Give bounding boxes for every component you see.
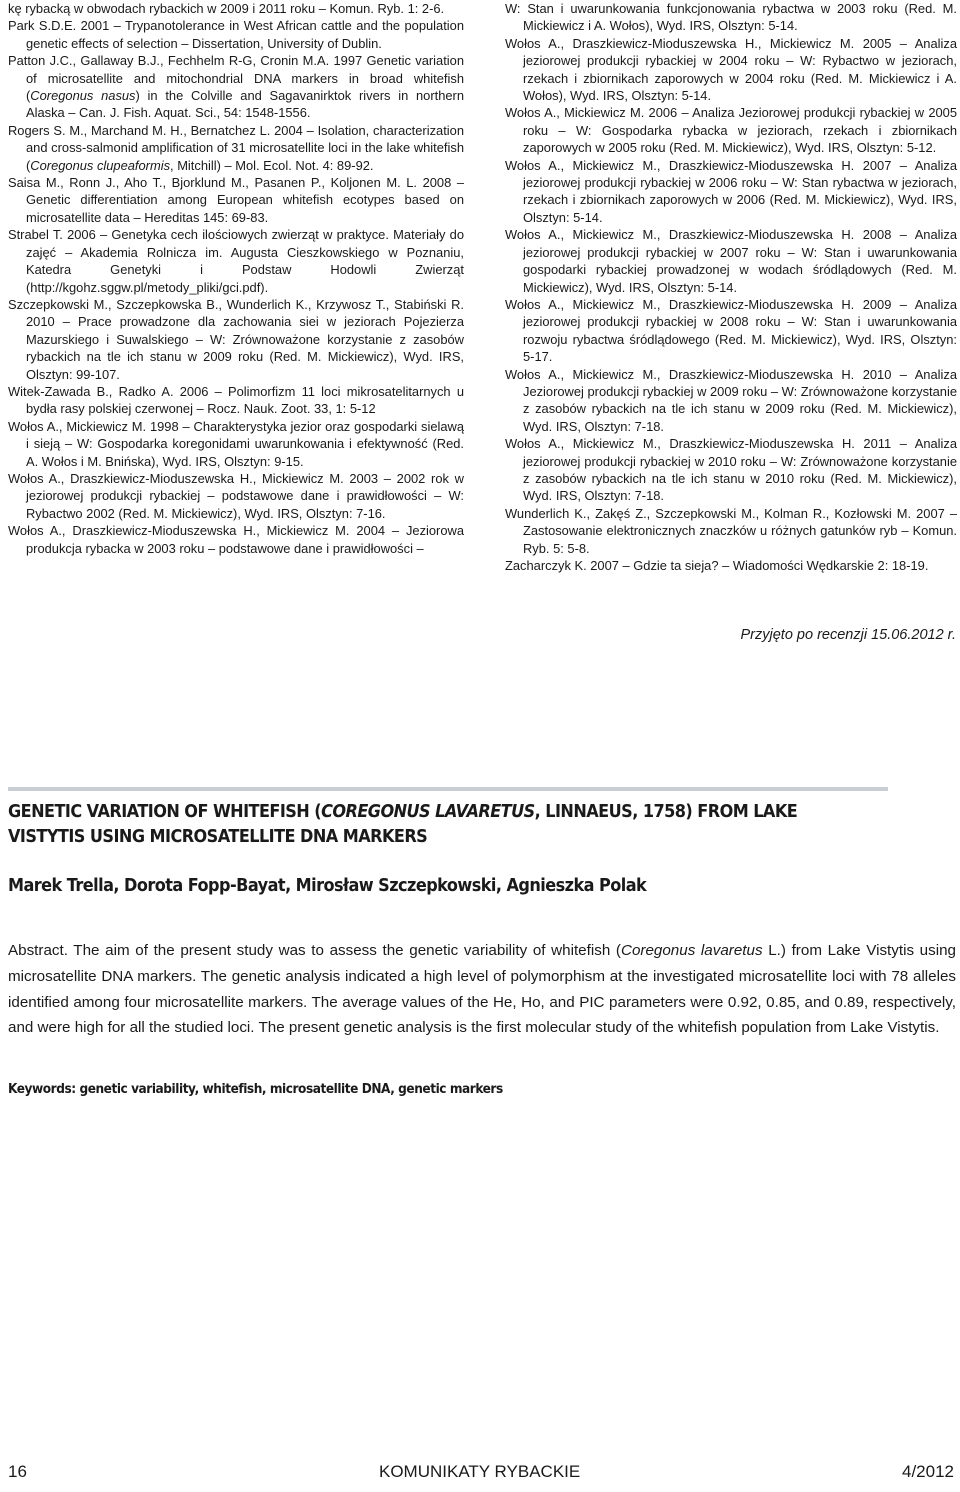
reference-entry: Zacharczyk K. 2007 – Gdzie ta sieja? – Wiadomości Wędkarskie 2: 18-19. xyxy=(505,558,929,573)
journal-name: KOMUNIKATY RYBACKIE xyxy=(379,1462,581,1481)
reference-entry: Wołos A., Mickiewicz M., Draszkiewicz-Mioduszewska H. 2011 – Analiza jeziorowej produkcji rybackiej w 2010 roku – W: Zrównoważone korzystanie z zasobów rybackich na tle ich stanu w 2010 roku (Red. M. Mickiewicz), Wyd. IRS, Olsztyn: 7-18. xyxy=(505,436,957,504)
reference-entry: Wołos A., Draszkiewicz-Mioduszewska H., Mickiewicz M. 2003 – 2002 rok w jeziorowej produkcji rybackiej – podstawowe dane i prawidłowości – W: Rybactwo 2002 (Red. M. Mickiewicz), Wyd. IRS, Olsztyn: 7-16. xyxy=(8,470,464,521)
reference-entry: Park S.D.E. 2001 – Trypanotolerance in West African cattle and the population genetic effects of selection – Dissertation, University of Dublin. xyxy=(8,18,464,51)
reference-entry: Wołos A., Mickiewicz M. 1998 – Charakterystyka jezior oraz gospodarki sielawą i sieją – W: Gospodarka koregonidami uwarunkowania i efektywność (Red. A. Wołos i M. Bnińska), Wyd. IRS, Olsztyn: 9-15. xyxy=(8,418,464,469)
page-footer xyxy=(8,1462,954,1486)
reference-entry: kę rybacką w obwodach rybackich w 2009 i 2011 roku – Komun. Ryb. 1: 2-6. xyxy=(8,1,445,16)
reference-entry: Rogers S. M., Marchand M. H., Bernatchez L. 2004 – Isolation, characterization and cross-salmonid amplification of 31 microsatellite loci in the lake whitefish (Coregonus clupeaformis, Mitchill) – Mol. Ecol. Not. 4: 89-92. xyxy=(8,122,464,173)
reference-entry: Saisa M., Ronn J., Aho T., Bjorklund M., Pasanen P., Koljonen M. L. 2008 – Genetic differentiation among European whitefish ecotypes based on microsatellite data – Hereditas 145: 69-83. xyxy=(8,175,464,225)
reference-entry: Wołos A., Mickiewicz M., Draszkiewicz-Mioduszewska H. 2007 – Analiza jeziorowej produkcji rybackiej w 2006 roku – W: Stan rybactwa w jeziorach, rzekach i zbiornikach zaporowych w 2006 (Red. M. Mickiewicz), Wyd. IRS, Olsztyn: 5-14. xyxy=(505,157,957,225)
page-number: 16 xyxy=(8,1462,27,1481)
issue-number: 4/2012 xyxy=(902,1462,954,1481)
references-left-column xyxy=(8,0,464,557)
accepted-date-note: Przyjęto po recenzji 15.06.2012 r. xyxy=(740,627,956,643)
reference-entry: Wołos A., Mickiewicz M., Draszkiewicz-Mioduszewska H. 2008 – Analiza jeziorowej produkcji rybackiej w 2007 roku – W: Stan i uwarunkowania gospodarki rybackiej prowadzonej w wodach śródlądowych (Red. M. Mickiewicz), Wyd. IRS, Olsztyn: 5-14. xyxy=(505,227,957,295)
reference-entry: Wołos A., Mickiewicz M., Draszkiewicz-Mioduszewska H. 2009 – Analiza jeziorowej produkcji rybackiej w 2008 roku – W: Stan i uwarunkowania rozwoju rybactwa śródlądowego (Red. M. Mickiewicz), Wyd. IRS, Olsztyn: 5-17. xyxy=(505,296,957,365)
reference-entry: Strabel T. 2006 – Genetyka cech ilościowych zwierząt w praktyce. Materiały do zajęć – Akademia Rolnicza im. Augusta Cieszkowskiego w Poznaniu, Katedra Genetyki i Podstaw Hodowli Zwierząt (http://kgohz.sggw.pl/metody_pliki/gci.pdf). xyxy=(8,227,464,295)
reference-entry: Szczepkowski M., Szczepkowska B., Wunderlich K., Krzywosz T., Stabiński R. 2010 – Prace prowadzone dla zachowania siei w jeziorach Pojezierza Mazurskiego i Suwalskiego – W: Zrównoważone korzystanie z zasobów rybackich na tle ich stanu w 2009 roku (Red. M. Mickiewicz), Wyd. IRS, Olsztyn: 99-107. xyxy=(8,296,464,382)
abstract: Abstract. The aim of the present study was to assess the genetic variability of whitefish (Coregonus lavaretus L.) from Lake Vistytis using microsatellite DNA markers. The genetic analysis indicated a high level of polymorphism at the investigated microsatellite loci with 78 alleles identified among four microsatellite markers. The average values of the He, Ho, and PIC parameters were 0.92, 0.85, and 0.89, respectively, and were high for all the studied loci. The present genetic analysis is the first molecular study of the whitefish population from Lake Vistytis. xyxy=(8,942,956,1037)
reference-entry: Wołos A., Draszkiewicz-Mioduszewska H., Mickiewicz M. 2004 – Jeziorowa produkcja rybacka w 2003 roku – podstawowe dane i prawidłowości – xyxy=(8,523,464,556)
article-title: GENETIC VARIATION OF WHITEFISH (COREGONUS LAVARETUS, LINNAEUS, 1758) FROM LAKE VISTYTIS USING MICROSATELLITE DNA MARKERS xyxy=(8,802,798,847)
reference-entry: Wunderlich K., Zakęś Z., Szczepkowski M., Kolman R., Kozłowski M. 2007 – Zastosowanie elektronicznych znaczków u różnych gatunków ryb – Komun. Ryb. 5: 5-8. xyxy=(505,505,957,556)
reference-entry: Wołos A., Mickiewicz M. 2006 – Analiza Jeziorowej produkcji rybackiej w 2005 roku – W: Gospodarka rybacka w jeziorach, rzekach i zbiornikach zaporowych w 2005 roku (Red. M. Mickiewicz), Wyd. IRS, Olsztyn: 5-12. xyxy=(505,105,957,156)
reference-entry: Wołos A., Mickiewicz M., Draszkiewicz-Mioduszewska H. 2010 – Analiza Jeziorowej produkcji rybackiej w 2009 roku – W: Zrównoważone korzystanie z zasobów rybackich na tle ich stanu w 2009 roku (Red. M. Mickiewicz), Wyd. IRS, Olsztyn: 7-18. xyxy=(505,366,957,434)
references-right-column xyxy=(505,0,957,574)
reference-entry: Patton J.C., Gallaway B.J., Fechhelm R-G, Cronin M.A. 1997 Genetic variation of microsatellite and mitochondrial DNA markers in broad whitefish (Coregonus nasus) in the Colville and Sagavanirktok rivers in northern Alaska – Can. J. Fish. Aquat. Sci., 54: 1548-1556. xyxy=(8,53,465,121)
section-divider xyxy=(8,787,888,791)
reference-entry: Wołos A., Draszkiewicz-Mioduszewska H., Mickiewicz M. 2005 – Analiza jeziorowej produkcji rybackiej w 2004 roku – W: Rybactwo w jeziorach, rzekach i zbiornikach zaporowych w 2004 roku (Red. M. Mickiewicz i A. Wołos), Wyd. IRS, Olsztyn: 5-14. xyxy=(505,35,957,104)
reference-entry: Witek-Zawada B., Radko A. 2006 – Polimorfizm 11 loci mikrosatelitarnych u bydła rasy polskiej czerwonej – Rocz. Nauk. Zoot. 33, 1: 5-12 xyxy=(8,383,464,417)
keywords: Keywords: genetic variability, whitefish, microsatellite DNA, genetic markers xyxy=(8,1081,503,1097)
article-authors: Marek Trella, Dorota Fopp-Bayat, Mirosław Szczepkowski, Agnieszka Polak xyxy=(8,876,647,896)
reference-entry-continued: W: Stan i uwarunkowania funkcjonowania rybactwa w 2003 roku (Red. M. Mickiewicz i A. Wołos), Wyd. IRS, Olsztyn: 5-14. xyxy=(505,1,957,34)
